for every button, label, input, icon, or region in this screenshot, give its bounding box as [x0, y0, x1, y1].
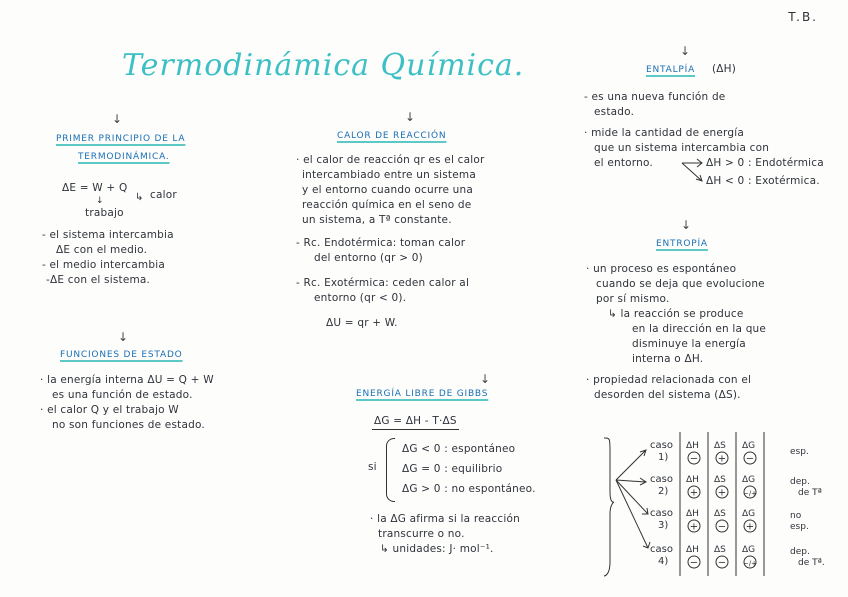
case-result: esp. — [790, 447, 809, 457]
dg-header: ΔG — [742, 509, 756, 519]
note-line: transcurre o no. — [378, 528, 465, 540]
case-result: no — [790, 511, 802, 521]
note-line: · propiedad relacionada con el — [586, 374, 752, 386]
dg-sign: − — [745, 453, 755, 465]
note-line: por sí mismo. — [596, 293, 670, 305]
trabajo-arrow-icon: ↓ — [96, 196, 104, 206]
note-line: - el medio intercambia — [42, 259, 165, 271]
down-arrow-icon: ↓ — [480, 372, 491, 386]
author-initials: T.B. — [788, 10, 818, 24]
down-arrow-icon: ↓ — [112, 112, 123, 126]
down-arrow-icon: ↓ — [681, 218, 692, 232]
enthalpy-symbol: (ΔH) — [712, 63, 737, 75]
note-line: · el calor Q y el trabajo W — [40, 404, 179, 416]
reaction-heat-notes — [296, 153, 484, 331]
gibbs-brace — [386, 438, 395, 502]
case-label: caso — [650, 544, 673, 555]
note-line: · el calor de reacción qr es el calor — [296, 154, 485, 166]
down-arrow-icon: ↓ — [405, 110, 416, 124]
note-line: interna o ΔH. — [632, 353, 704, 365]
case-result: de Tª. — [798, 558, 825, 568]
dg-sign: + — [745, 521, 755, 533]
note-line: - el sistema intercambia — [42, 229, 174, 241]
calor-arrow-icon: ↳ — [135, 192, 144, 203]
case-number: 1) — [658, 452, 669, 463]
entropy-heading: ENTROPÍA — [656, 239, 708, 249]
case-result: dep. — [790, 547, 810, 557]
case-result: esp. — [790, 522, 809, 532]
dh-sign: − — [689, 453, 699, 465]
ds-header: ΔS — [714, 475, 726, 485]
note-line: entorno (qr < 0). — [314, 292, 407, 304]
note-line: - es una nueva función de — [584, 91, 726, 103]
gibbs-notes — [370, 512, 520, 557]
dg-header: ΔG — [742, 475, 756, 485]
dg-sign: −/+ — [742, 559, 758, 568]
gibbs-formula: ΔG = ΔH - T·ΔS — [372, 414, 459, 430]
note-line: ΔE con el medio. — [56, 244, 148, 256]
condition-line: ΔG = 0 : equilibrio — [402, 463, 503, 475]
note-line: · un proceso es espontáneo — [586, 263, 737, 275]
down-arrow-icon: ↓ — [680, 44, 691, 58]
note-line: el entorno. — [594, 157, 653, 169]
case-result: dep. — [790, 477, 810, 487]
first-principle-heading-2: TERMODINÁMICA. — [78, 152, 170, 162]
note-line: · la energía interna ΔU = Q + W — [40, 374, 214, 386]
note-line: ΔU = qr + W. — [326, 317, 398, 329]
condition-line: ΔG > 0 : no espontáneo. — [402, 483, 536, 495]
dh-sign: − — [689, 557, 699, 569]
ds-sign: + — [717, 487, 727, 499]
note-line: reacción química en el seno de — [302, 199, 472, 211]
down-arrow-icon: ↓ — [118, 330, 129, 344]
first-principle-formula: ΔE = W + Q — [62, 182, 128, 194]
note-line: no son funciones de estado. — [52, 419, 205, 431]
case-label: caso — [650, 474, 673, 485]
page-title: Termodinámica Química. — [122, 48, 525, 83]
first-principle-notes — [42, 228, 174, 288]
ds-sign: − — [717, 557, 727, 569]
enthalpy-exo: ΔH < 0 : Exotérmica. — [706, 175, 820, 187]
ds-sign: + — [717, 453, 727, 465]
dh-header: ΔH — [686, 475, 699, 485]
note-line: ↳ la reacción se produce — [608, 308, 744, 320]
note-line: cuando se deja que evolucione — [596, 278, 765, 290]
cases-diagram — [594, 432, 844, 582]
dh-header: ΔH — [686, 545, 699, 555]
note-line: es una función de estado. — [52, 389, 193, 401]
dg-sign: −/+ — [742, 489, 758, 498]
dh-sign: + — [689, 487, 699, 499]
case-label: caso — [650, 508, 673, 519]
gibbs-si-label: si — [368, 461, 377, 473]
gibbs-conditions — [402, 439, 536, 499]
branch-arrows-icon — [680, 157, 706, 187]
w-label: trabajo — [85, 207, 124, 219]
note-line: un sistema, a Tª constante. — [302, 214, 452, 226]
reaction-heat-heading: CALOR DE REACCIÓN — [337, 131, 447, 141]
case-label: caso — [650, 440, 673, 451]
note-line: - Rc. Exotérmica: ceden calor al — [296, 277, 470, 289]
note-line: · la ΔG afirma si la reacción — [370, 513, 520, 525]
ds-header: ΔS — [714, 545, 726, 555]
state-functions-notes — [40, 373, 214, 433]
first-principle-heading-1: PRIMER PRINCIPIO DE LA — [56, 134, 186, 144]
note-line: del entorno (qr > 0) — [314, 252, 423, 264]
dh-header: ΔH — [686, 509, 699, 519]
ds-sign: − — [717, 521, 727, 533]
note-line: · mide la cantidad de energía — [584, 127, 744, 139]
gibbs-heading: ENERGÍA LIBRE DE GIBBS — [356, 389, 489, 399]
dg-header: ΔG — [742, 441, 756, 451]
state-functions-heading: FUNCIONES DE ESTADO — [60, 350, 183, 360]
q-label: calor — [150, 189, 177, 201]
enthalpy-heading: ENTALPÍA — [646, 65, 696, 75]
dh-header: ΔH — [686, 441, 699, 451]
note-line: estado. — [594, 106, 635, 118]
dg-header: ΔG — [742, 545, 756, 555]
case-number: 3) — [658, 520, 669, 531]
note-line: que un sistema intercambia con — [594, 142, 770, 154]
note-line: en la dirección en la que — [632, 323, 767, 335]
case-number: 4) — [658, 556, 669, 567]
dh-sign: + — [689, 521, 699, 533]
note-line: desorden del sistema (ΔS). — [594, 389, 741, 401]
ds-header: ΔS — [714, 509, 726, 519]
entropy-notes — [586, 262, 766, 403]
note-line: intercambiado entre un sistema — [302, 169, 476, 181]
note-line: disminuye la energía — [632, 338, 746, 350]
ds-header: ΔS — [714, 441, 726, 451]
note-line: - Rc. Endotérmica: toman calor — [296, 237, 466, 249]
note-line: -ΔE con el sistema. — [46, 274, 151, 286]
enthalpy-endo: ΔH > 0 : Endotérmica — [706, 157, 824, 169]
note-line: y el entorno cuando ocurre una — [302, 184, 474, 196]
condition-line: ΔG < 0 : espontáneo — [402, 443, 516, 455]
case-result: de Tª — [798, 488, 822, 498]
note-line: ↳ unidades: J· mol⁻¹. — [380, 543, 494, 555]
case-number: 2) — [658, 486, 669, 497]
